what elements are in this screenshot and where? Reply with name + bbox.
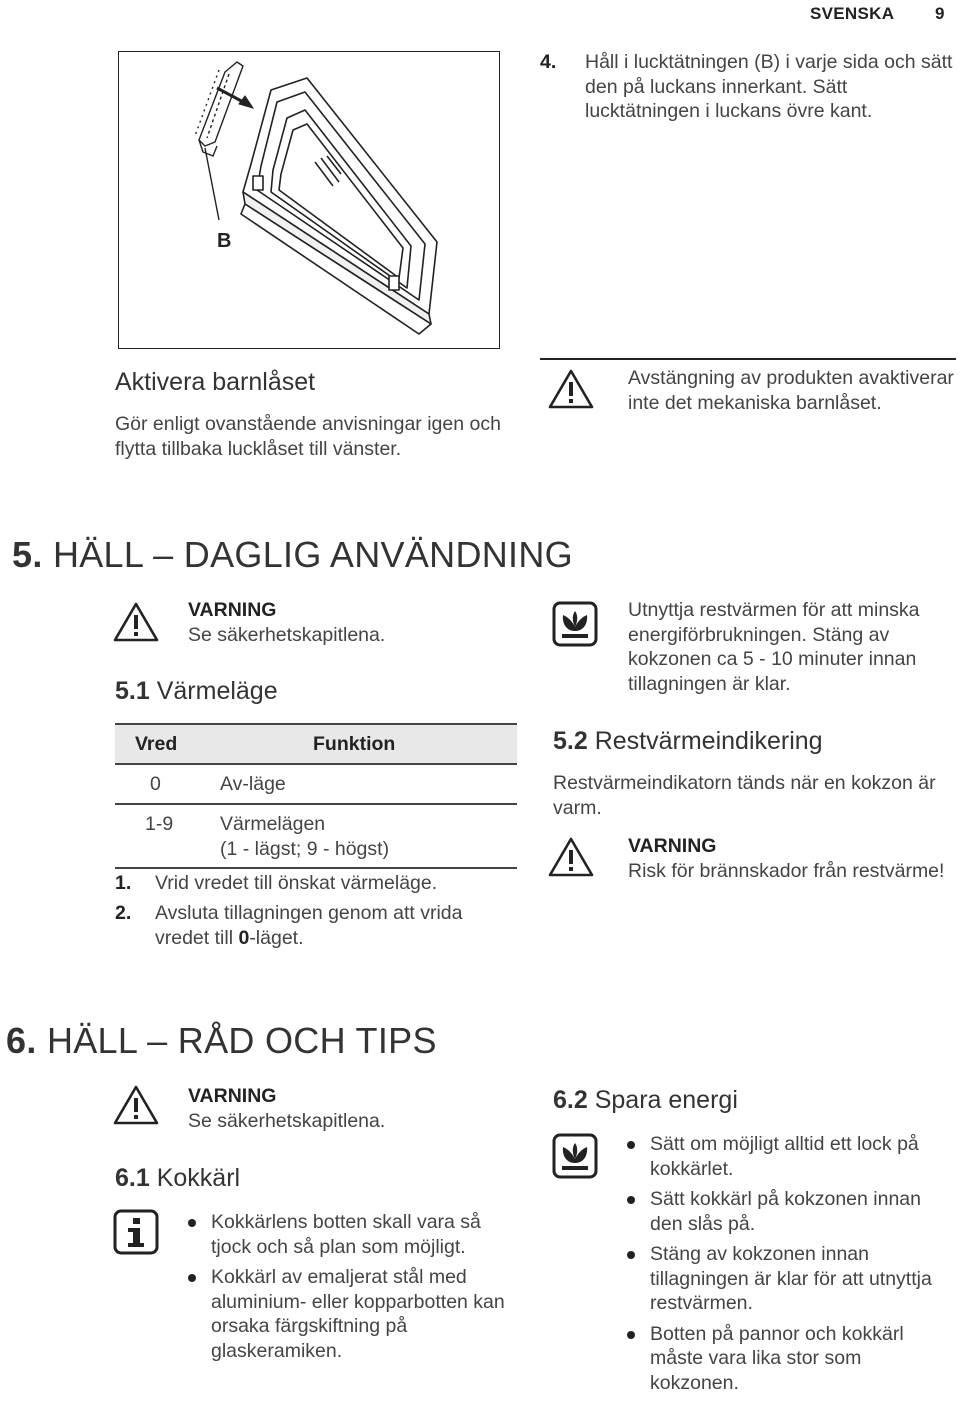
subsection-number: 5.2 — [553, 727, 588, 755]
section-6-heading — [6, 1020, 437, 1062]
warning-title: VARNING — [628, 835, 717, 857]
warning-icon — [548, 368, 594, 415]
cell-funktion: Av-läge — [220, 773, 286, 795]
info-icon — [113, 1209, 159, 1260]
door-seal-illustration — [118, 51, 500, 349]
subsection-title: Spara energi — [594, 1086, 738, 1114]
section-6-2-heading — [553, 1086, 738, 1115]
subsection-title: Kokkärl — [156, 1164, 241, 1192]
child-lock-heading: Aktivera barnlåset — [115, 368, 316, 396]
cell-funktion-detail: (1 - lägst; 9 - högst) — [220, 838, 390, 860]
warning-icon — [113, 1084, 159, 1131]
column-header-vred: Vred — [135, 733, 178, 755]
list-item: Sätt om möjligt alltid ett lock på kokkärlet. — [624, 1132, 954, 1181]
warning-text: Se säkerhetskapitlena. — [188, 623, 386, 646]
list-item — [115, 901, 515, 953]
section-6-1-heading — [115, 1164, 240, 1193]
list-item — [115, 871, 515, 901]
warning-text: Risk för brännskador från restvärme! — [628, 859, 945, 882]
subsection-number: 6.1 — [115, 1164, 150, 1192]
subsection-title: Värmeläge — [156, 677, 278, 705]
section-5-heading — [12, 534, 573, 576]
eco-icon — [552, 1133, 598, 1184]
table-row — [115, 805, 517, 869]
table-row — [115, 765, 517, 805]
cell-funktion: Värmelägen — [220, 813, 326, 835]
step-number: 1. — [115, 872, 132, 894]
step-text: Avsluta tillagningen genom att vrida vredet till 0-läget. — [155, 902, 463, 949]
section-6-warning — [188, 1084, 508, 1133]
step-text: Håll i lucktätningen (B) i varje sida och sätt den på luckans innerkant. Sätt lucktätningen i luckans övre kant. — [585, 51, 953, 122]
page-number: 9 — [935, 4, 945, 23]
cell-vred: 0 — [150, 773, 161, 795]
residual-heat-text: Restvärmeindikatorn tänds när en kokzon är varm. — [553, 772, 936, 819]
warning-title: VARNING — [188, 1085, 277, 1107]
cookware-list — [185, 1210, 515, 1369]
list-item: Kokkärlens botten skall vara så tjock och så plan som möjligt. — [185, 1210, 515, 1259]
section-5-2-heading — [553, 727, 823, 756]
residual-heat-warning — [628, 834, 954, 883]
page-header — [0, 0, 960, 22]
section-title: HÄLL – RÅD OCH TIPS — [46, 1020, 437, 1061]
subsection-title: Restvärmeindikering — [594, 727, 823, 755]
section-5-1-heading — [115, 677, 278, 706]
divider — [540, 358, 956, 360]
header-language: SVENSKA — [810, 4, 895, 23]
child-lock-text: Gör enligt ovanstående anvisningar igen och flytta tillbaka lucklåset till vänster. — [115, 413, 501, 460]
table-header — [115, 723, 517, 765]
list-item: Botten på pannor och kokkärl måste vara lika stor som kokzonen. — [624, 1322, 954, 1396]
warning-icon — [548, 836, 594, 883]
section-number: 5. — [12, 534, 43, 575]
heat-setting-table — [115, 723, 517, 869]
warning-title: VARNING — [188, 599, 277, 621]
step-text: Vrid vredet till önskat värmeläge. — [155, 872, 438, 894]
energy-saving-list — [624, 1132, 954, 1401]
figure-label-b: B — [217, 230, 232, 252]
step-number: 4. — [540, 51, 557, 73]
subsection-number: 5.1 — [115, 677, 150, 705]
eco-icon — [552, 601, 598, 652]
list-item: Kokkärl av emaljerat stål med aluminium- eller kopparbotten kan orsaka färgskiftning på glaskeramiken. — [185, 1265, 515, 1363]
cell-vred: 1-9 — [145, 813, 174, 835]
warning-icon — [113, 601, 159, 648]
instruction-list — [115, 871, 515, 953]
list-item: Stäng av kokzonen innan tillagningen är klar för att utnyttja restvärmen. — [624, 1242, 954, 1316]
warning-text: Se säkerhetskapitlena. — [188, 1109, 386, 1132]
child-lock-warning: Avstängning av produkten avaktiverar inte det mekaniska barnlåset. — [628, 367, 954, 414]
oven-door-drawing — [119, 52, 499, 348]
section-number: 6. — [6, 1020, 37, 1061]
eco-tip-text: Utnyttja restvärmen för att minska energiförbrukningen. Stäng av kokzonen ca 5 - 10 minuter innan tillagningen är klar. — [628, 599, 920, 695]
list-item: Sätt kokkärl på kokzonen innan den slås på. — [624, 1187, 954, 1236]
section-5-warning — [188, 598, 508, 647]
step-number: 2. — [115, 902, 132, 924]
section-title: HÄLL – DAGLIG ANVÄNDNING — [52, 534, 573, 575]
subsection-number: 6.2 — [553, 1086, 588, 1114]
column-header-funktion: Funktion — [313, 733, 396, 755]
